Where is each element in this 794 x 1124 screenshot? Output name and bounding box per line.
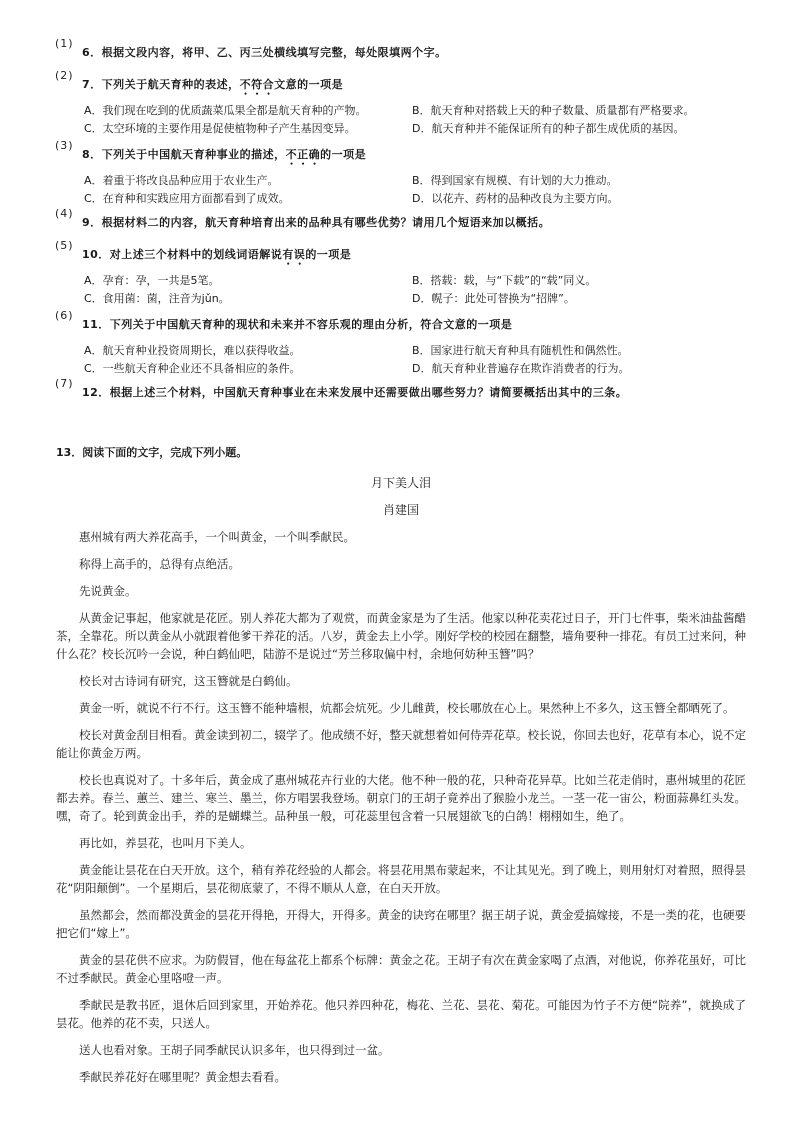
paragraph: 先说黄金。 (79, 584, 137, 598)
question-text: 12．根据上述三个材料，中国航天育种事业在未来发展中还需要做出哪些努力？请简要概括出其中的三条。 (82, 386, 628, 399)
paragraph: 校长也真说对了。十多年后，黄金成了惠州城花卉行业的大佬。他不种一般的花，只种奇花异草。比如兰花走俏时，惠州城里的花匠都去养。春兰、蕙兰、建兰、寒兰、墨兰，你方唱罢我登场。朝京门的王胡子竟养出了猴脸小龙兰。一茎一花一宙公，粉面蒜鼻红头发。嘿，奇了。轮到黄金出手，养的是蝴蝶兰。品种虽一般，可花蕊里包含着一只展翅欲飞的白鸽！栩栩如生，绝了。 (56, 773, 746, 823)
question-text-part: 的一项是 (305, 248, 352, 261)
option-d: D．航天育种业普遍存在欺诈消费者的行为。 (412, 362, 630, 375)
option-c: C．一些航天育种企业还不具备相应的条件。 (84, 362, 301, 375)
question-text: 11．下列关于中国航天育种的现状和未来并不容乐观的理由分析，符合文意的一项是 (82, 318, 513, 331)
question-text: 9．根据材料二的内容，航天育种培育出来的品种具有哪些优势？请用几个短语来加以概括。 (82, 216, 551, 229)
option-a: A．我们现在吃到的优质蔬菜瓜果全都是航天育种的产物。 (84, 104, 367, 117)
option-c: C．在育种和实践应用方面都看到了成效。 (84, 192, 290, 205)
question-8 (55, 139, 756, 208)
paragraph: 季献民是教书匠，退休后回到家里，开始养花。他只养四种花，梅花、兰花、昙花、菊花。可能因为竹子不方便“院养”，就换成了昙花。他养的花不卖，只送人。 (56, 998, 746, 1030)
paragraph: 季献民养花好在哪里呢？黄金想去看看。 (79, 1070, 286, 1084)
option-b: B．搭载：载，与“下载”的“载”同义。 (412, 274, 597, 287)
paragraph: 再比如，养昙花，也叫月下美人。 (79, 836, 252, 850)
options (84, 172, 756, 208)
article-title: 月下美人泪 (370, 476, 431, 490)
question-text-part: 10．对上述三个材料中的划线词语解说 (82, 248, 283, 261)
emphasized-word: 不正确 (285, 148, 321, 161)
option-c: C．食用菌：菌，注音为jǔn。 (84, 292, 230, 305)
question-text-part: 的一项是 (320, 148, 367, 161)
question-text: 6．根据文段内容，将甲、乙、丙三处横线填写完整，每处限填两个字。 (82, 46, 447, 59)
paragraph: 送人也看对象。王胡子同季献民认识多年，也只得到过一盆。 (79, 1043, 390, 1057)
question-marker: (3) (55, 139, 74, 152)
question-text-part: 7．下列关于航天育种的表述， (82, 78, 240, 91)
question-marker: (4) (55, 207, 74, 220)
article-author: 肖建国 (382, 503, 419, 517)
question-10 (55, 239, 756, 308)
paragraph: 黄金一听，就说不行不行。这玉簪不能种墙根，炕都会炕死。少儿雌黄，校长哪放在心上。果然种上不多久，这玉簪全都晒死了。 (79, 701, 735, 715)
option-b: B．航天育种对搭载上天的种子数量、质量都有严格要求。 (412, 104, 695, 117)
paragraph: 黄金能让昙花在白天开放。这个，稍有养花经验的人都会。将昙花用黑布蒙起来，不让其见光。到了晚上，则用射灯对着照，照得昙花“阴阳颠倒”。一个星期后，昙花彻底蒙了，不得不顺从人意，在白天开放。 (56, 863, 746, 895)
option-d: D．幌子：此处可替换为“招牌”。 (412, 292, 575, 305)
option-a: A．孕育：孕，一共是5笔。 (84, 274, 220, 287)
question-marker: (6) (55, 309, 74, 322)
paragraph: 黄金的昙花供不应求。为防假冒，他在每盆花上都系个标牌：黄金之花。王胡子有次在黄金家喝了点酒，对他说，你养花虽好，可比不过季献民。黄金心里咯噔一声。 (56, 953, 746, 985)
question-text (82, 246, 351, 268)
option-b: B．国家进行航天育种具有随机性和偶然性。 (412, 344, 629, 357)
paragraph: 虽然都会，然而都没黄金的昙花开得艳，开得大，开得多。黄金的诀窍在哪里？据王胡子说，黄金爱搞嫁接，不是一类的花，也硬要把它们“嫁上”。 (56, 908, 746, 940)
question-text-part: 文意的一项是 (274, 78, 344, 91)
question-9 (55, 207, 756, 234)
options (84, 272, 756, 308)
paragraph: 惠州城有两大养花高手，一个叫黄金，一个叫季献民。 (79, 530, 355, 544)
paragraph: 校长对古诗词有研究，这玉簪就是白鹤仙。 (79, 674, 298, 688)
paragraph: 校长对黄金刮目相看。黄金读到初二，辍学了。他成绩不好，整天就想着如何侍弄花草。校长说，你回去也好，花草有本心，说不定能让你黄金万两。 (56, 728, 746, 760)
question-marker: (2) (55, 69, 74, 82)
paragraph: 从黄金记事起，他家就是花匠。别人养花大都为了观赏，而黄金家是为了生活。他家以种花卖花过日子，开门七件事，柴米油盐酱醋茶，全靠花。所以黄金从小就跟着他爹干养花的活。八岁，黄金去上小学。刚好学校的校园在翻整，墙角要种一排花。有员工过来问，种什么花？校长沉吟一会说，种白鹤仙吧，陆游不是说过“芳兰移取偏中村，余地何妨种玉簪”吗？ (56, 611, 746, 661)
question-7 (55, 69, 756, 138)
option-d: D．以花卉、药材的品种改良为主要方向。 (412, 192, 619, 205)
option-c: C．太空环境的主要作用是促使植物种子产生基因变异。 (84, 122, 356, 135)
question-12 (55, 377, 756, 404)
question-text (82, 76, 343, 98)
section-heading: 13．阅读下面的文字，完成下列小题。 (56, 446, 248, 459)
option-b: B．得到国家有规模、有计划的大力推动。 (412, 174, 618, 187)
reading-section (56, 444, 746, 1095)
question-6 (55, 37, 756, 64)
question-text-part: 8．下列关于中国航天育种事业的描述， (82, 148, 286, 161)
paragraph: 称得上高手的，总得有点绝活。 (79, 557, 240, 571)
option-a: A．着重于将改良品种应用于农业生产。 (84, 174, 279, 187)
question-marker: (7) (55, 377, 74, 390)
option-a: A．航天育种业投资周期长，难以获得收益。 (84, 344, 301, 357)
question-marker: (1) (55, 37, 74, 50)
question-text (82, 146, 366, 168)
options (84, 102, 756, 138)
emphasized-word: 有误 (282, 248, 306, 261)
question-11 (55, 309, 756, 378)
options (84, 342, 756, 378)
emphasized-word: 不符合 (239, 78, 275, 91)
option-d: D．航天育种并不能保证所有的种子都生成优质的基因。 (412, 122, 685, 135)
question-marker: (5) (55, 239, 74, 252)
